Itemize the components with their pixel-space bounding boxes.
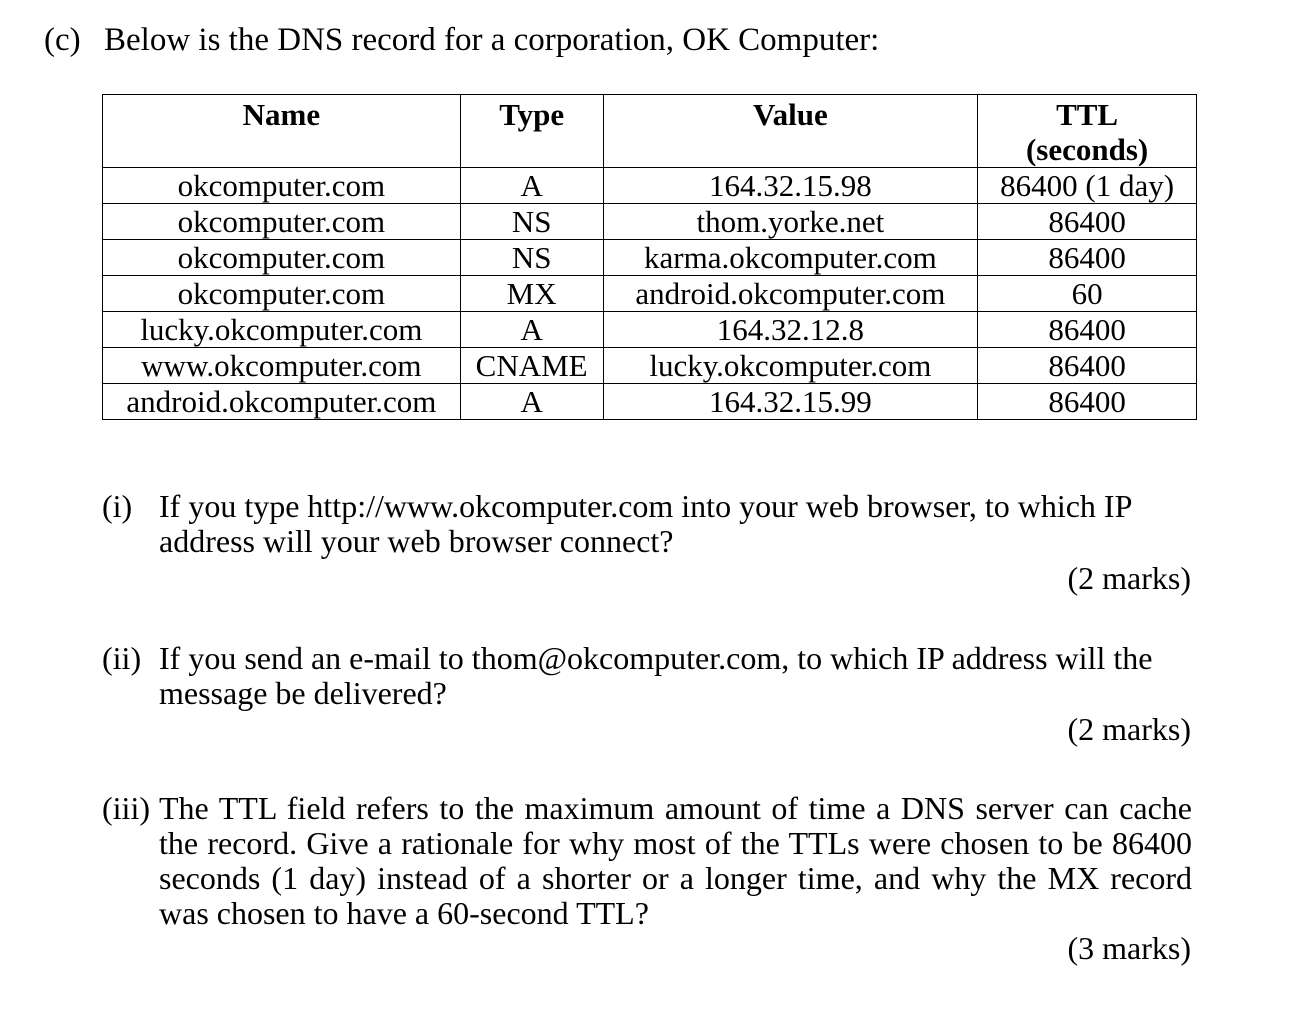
question-line: If you type http://www.okcomputer.com into your web browser, to which IP [159,488,1133,524]
marks-label: (2 marks) [1067,711,1191,747]
header-type: Type [460,95,603,168]
question-number: (i) [102,488,133,524]
cell-type: MX [460,276,603,312]
cell-name: okcomputer.com [103,276,461,312]
question-line: message be delivered? [159,675,447,711]
cell-ttl: 86400 [978,204,1197,240]
cell-ttl: 60 [978,276,1197,312]
cell-value: lucky.okcomputer.com [603,348,978,384]
cell-ttl: 86400 [978,240,1197,276]
cell-name: okcomputer.com [103,240,461,276]
cell-value: 164.32.12.8 [603,312,978,348]
table-row [103,312,1197,348]
table-row [103,240,1197,276]
intro-text: Below is the DNS record for a corporation, OK Computer: [104,22,880,58]
question-text: The TTL field refers to the maximum amount of time a DNS server can cache the record. Give a rationale for why most of the TTLs were chosen to be 86400 seconds (1 day) instead of a shorter or a longer time, and why the MX record was chosen to have a 60-second TTL? [159,790,1192,931]
cell-name: okcomputer.com [103,168,461,204]
header-ttl-line1: TTL [1056,97,1119,132]
header-value: Value [603,95,978,168]
question-line: address will your web browser connect? [159,523,674,559]
table-row [103,204,1197,240]
header-ttl-line2: (seconds) [1025,132,1149,167]
table-row [103,168,1197,204]
table-row [103,348,1197,384]
cell-type: CNAME [460,348,603,384]
cell-value: thom.yorke.net [603,204,978,240]
part-label: (c) [44,22,81,58]
dns-record-table [102,94,1197,420]
header-ttl [978,95,1197,168]
cell-value: android.okcomputer.com [603,276,978,312]
cell-ttl: 86400 [978,348,1197,384]
cell-value: 164.32.15.99 [603,384,978,420]
part-c-intro [44,22,879,59]
table-header-row [103,95,1197,168]
cell-name: lucky.okcomputer.com [103,312,461,348]
cell-value: 164.32.15.98 [603,168,978,204]
cell-name: okcomputer.com [103,204,461,240]
cell-name: android.okcomputer.com [103,384,461,420]
table-row [103,384,1197,420]
cell-type: NS [460,204,603,240]
question-number: (ii) [102,640,142,676]
cell-value: karma.okcomputer.com [603,240,978,276]
cell-ttl: 86400 [978,384,1197,420]
marks-label: (2 marks) [1067,560,1191,596]
question-number: (iii) [102,790,150,826]
question-text [159,641,1191,711]
cell-name: www.okcomputer.com [103,348,461,384]
cell-type: A [460,384,603,420]
question-line: If you send an e-mail to thom@okcomputer.com, to which IP address will the [159,640,1153,676]
cell-ttl: 86400 (1 day) [978,168,1197,204]
header-name: Name [103,95,461,168]
table-row [103,276,1197,312]
cell-type: A [460,168,603,204]
marks-label: (3 marks) [1067,930,1191,966]
cell-type: NS [460,240,603,276]
question-text [159,489,1191,559]
cell-type: A [460,312,603,348]
cell-ttl: 86400 [978,312,1197,348]
